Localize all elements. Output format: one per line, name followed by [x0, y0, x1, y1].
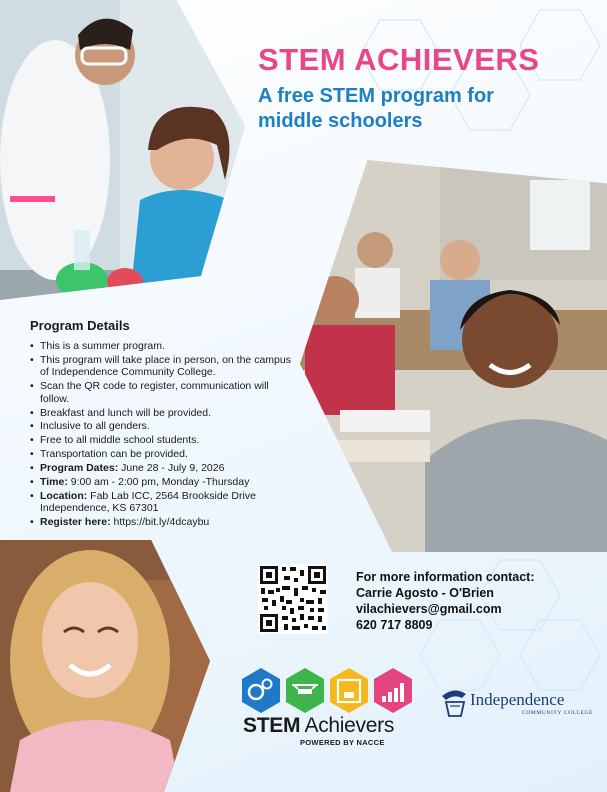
- program-details-list: [30, 340, 300, 529]
- contact-block: [356, 569, 534, 633]
- list-item: • This program will take place in person, on the campus of Independence Community College.: [30, 354, 300, 379]
- growth-chart-icon: [374, 668, 412, 713]
- 3d-printer-icon: [330, 668, 368, 713]
- list-item: • Free to all middle school students.: [30, 434, 300, 446]
- program-details: [30, 318, 300, 530]
- program-details-heading: Program Details: [30, 318, 130, 333]
- list-item-register: • Register here: https://bit.ly/4dcaybu: [30, 516, 300, 528]
- contact-heading: For more information contact:: [356, 570, 535, 584]
- program-title: STEM ACHIEVERS: [258, 42, 540, 77]
- stem-achievers-logo-icons: [240, 666, 416, 716]
- list-item: • Transportation can be provided.: [30, 448, 300, 460]
- college-subtitle: COMMUNITY COLLEGE: [522, 710, 593, 716]
- list-item: • Inclusive to all genders.: [30, 420, 300, 432]
- list-item-time: • Time: 9:00 am - 2:00 pm, Monday -Thursday: [30, 476, 300, 488]
- register-link[interactable]: https://bit.ly/4dcaybu: [113, 516, 210, 529]
- contact-email[interactable]: vilachievers@gmail.com: [356, 602, 502, 616]
- list-item-dates: • Program Dates: June 28 - July 9, 2026: [30, 462, 300, 474]
- list-item: • Breakfast and lunch will be provided.: [30, 407, 300, 419]
- gears-icon: [242, 668, 280, 713]
- contact-phone[interactable]: 620 717 8809: [356, 618, 433, 632]
- powered-by-label: POWERED BY NACCE: [300, 738, 385, 747]
- contact-name: Carrie Agosto - O'Brien: [356, 586, 494, 600]
- qr-code-icon[interactable]: [258, 564, 328, 634]
- drone-icon: [286, 668, 324, 713]
- stem-achievers-wordmark: STEM Achievers: [243, 714, 395, 737]
- program-subtitle: A free STEM program for middle schoolers: [258, 85, 494, 132]
- list-item-location: • Location: Fab Lab ICC, 2564 Brookside Drive Independence, KS 67301: [30, 490, 300, 515]
- list-item: • Scan the QR code to register, communication will follow.: [30, 380, 300, 405]
- list-item: • This is a summer program.: [30, 340, 300, 352]
- college-name: Independence: [470, 690, 565, 709]
